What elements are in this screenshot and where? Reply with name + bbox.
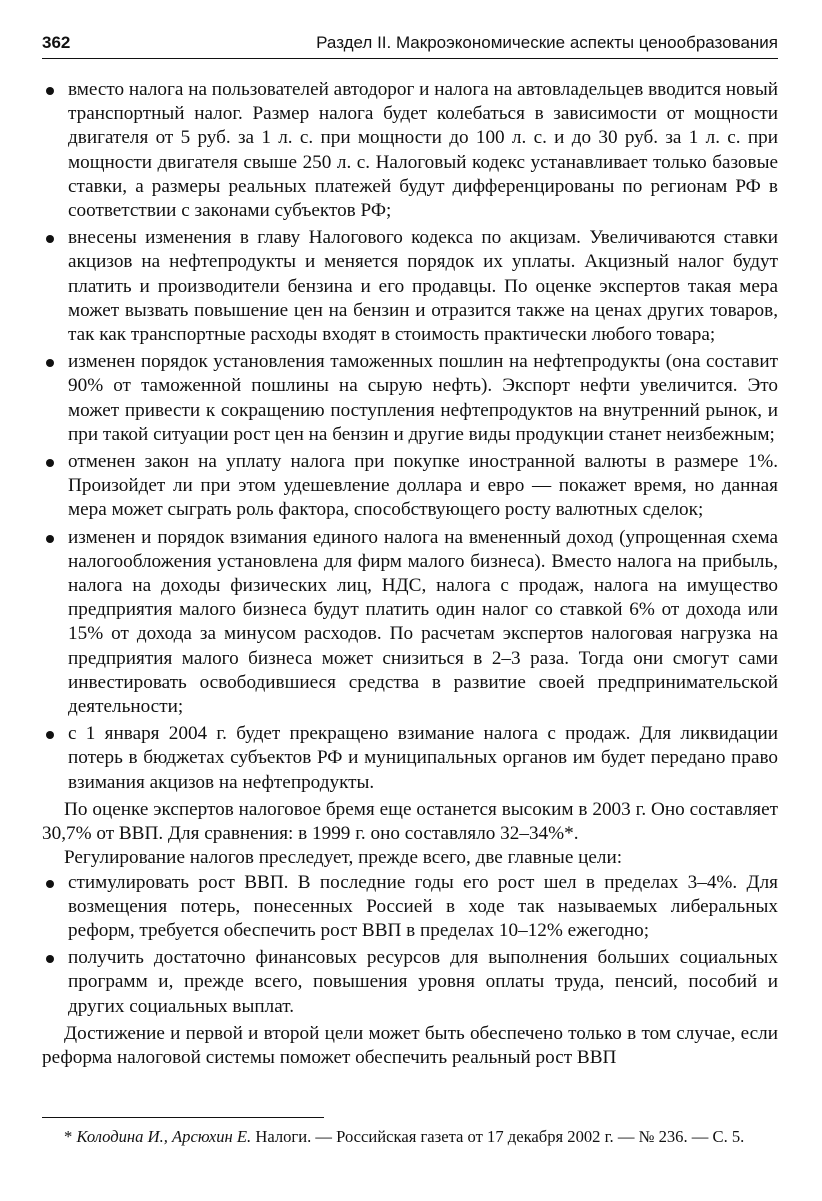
- list-item: [42, 722, 778, 795]
- bullet-icon: [46, 535, 54, 543]
- paragraph-conclusion: Достижение и первой и второй цели может быть обеспечено только в том случае, если реформа налоговой системы поможет обеспечить реальный рост ВВП: [42, 1022, 778, 1068]
- list-item-text: отменен закон на уплату налога при покупке иностранной валюты в размере 1%. Произойдет ли при этом удешевление доллара и евро — покажет время, но данная мера может сыграть роль фактора, способствующего росту валютных сделок;: [68, 451, 778, 521]
- bullet-icon: [46, 459, 54, 467]
- footnote-authors: Колодина И., Арсюхин Е.: [76, 1127, 252, 1146]
- list-item: [42, 78, 778, 223]
- footnote-marker: *: [64, 1127, 73, 1146]
- footnote-text: Налоги. — Российская газета от 17 декабря 2002 г. — № 236. — С. 5.: [255, 1127, 745, 1146]
- page-number: 362: [42, 33, 71, 52]
- main-text: [42, 78, 778, 1070]
- footnote-divider: [42, 1117, 324, 1118]
- goals-list: [42, 871, 778, 1019]
- list-item: [42, 871, 778, 944]
- bullet-icon: [46, 359, 54, 367]
- footnote: [42, 1126, 778, 1147]
- list-item-text: с 1 января 2004 г. будет прекращено взимание налога с продаж. Для ликвидации потерь в бюджетах субъектов РФ и муниципальных органов им будет передано право взимания акцизов на нефтепродукты.: [68, 723, 778, 793]
- tax-changes-list: [42, 78, 778, 795]
- list-item-text: внесены изменения в главу Налогового кодекса по акцизам. Увеличиваются ставки акцизов на нефтепродукты и меняется порядок их уплаты. Акцизный налог будут платить и производители бензина и его продавцы. По оценке экспертов такая мера может вызвать повышение цен на бензин и отразится также на ценах других товаров, так как транспортные расходы входят в стоимость практически любого товара;: [68, 227, 778, 346]
- list-item-text: получить достаточно финансовых ресурсов для выполнения больших социальных программ и, прежде всего, повышения уровня оплаты труда, пенсий, пособий и других социальных выплат.: [68, 947, 778, 1017]
- list-item-text: вместо налога на пользователей автодорог и налога на автовладельцев вводится новый транспортный налог. Размер налога будет колебаться в зависимости от мощности двигателя от 5 руб. за 1 л. с. при мощности до 100 л. с. и до 30 руб. за 1 л. с. при мощности двигателя свыше 250 л. с. Налоговый кодекс устанавливает только базовые ставки, а размеры реальных платежей будут дифференцированы по регионам РФ в соответствии с законами субъектов РФ;: [68, 79, 778, 222]
- list-item-text: стимулировать рост ВВП. В последние годы его рост шел в пределах 3–4%. Для возмещения потерь, понесенных Россией в ходе так называемых либеральных реформ, требуется обеспечить рост ВВП в пределах 10–12% ежегодно;: [68, 871, 778, 941]
- list-item: [42, 450, 778, 523]
- list-item: [42, 526, 778, 720]
- bullet-icon: [46, 880, 54, 888]
- list-item-text: изменен и порядок взимания единого налога на вмененный доход (упрощенная схема налогообложения установлена для фирм малого бизнеса). Вместо налога на прибыль, налога на доходы физических лиц, НДС, налога с продаж, налога на имущество предприятия малого бизнеса будут платить один налог со ставкой 6% от дохода или 15% от дохода за минусом расходов. По расчетам экспертов налоговая нагрузка на предприятия малого бизнеса может снизиться в 2–3 раза. Тогда они смогут сами инвестировать освободившиеся средства в развитие своей предпринимательской деятельности;: [68, 526, 778, 718]
- bullet-icon: [46, 955, 54, 963]
- list-item-text: изменен порядок установления таможенных пошлин на нефтепродукты (она составит 90% от таможенной пошлины на сырую нефть). Экспорт нефти увеличится. Это может привести к сокращению поступления нефтепродуктов на внутренний рынок, и при такой ситуации рост цен на бензин и другие виды продукции станет неизбежным;: [68, 351, 778, 445]
- bullet-icon: [46, 235, 54, 243]
- bullet-icon: [46, 731, 54, 739]
- list-item: [42, 946, 778, 1019]
- paragraph-goals-intro: Регулирование налогов преследует, прежде всего, две главные цели:: [64, 847, 623, 869]
- paragraph-tax-burden: По оценке экспертов налоговое бремя еще останется высоким в 2003 г. Оно составляет 30,7% от ВВП. Для сравнения: в 1999 г. оно составляло 32–34%*.: [42, 798, 778, 845]
- list-item: [42, 350, 778, 447]
- running-header: [42, 30, 778, 59]
- list-item: [42, 226, 778, 347]
- bullet-icon: [46, 87, 54, 95]
- section-title: Раздел II. Макроэкономические аспекты ценообразования: [316, 33, 778, 52]
